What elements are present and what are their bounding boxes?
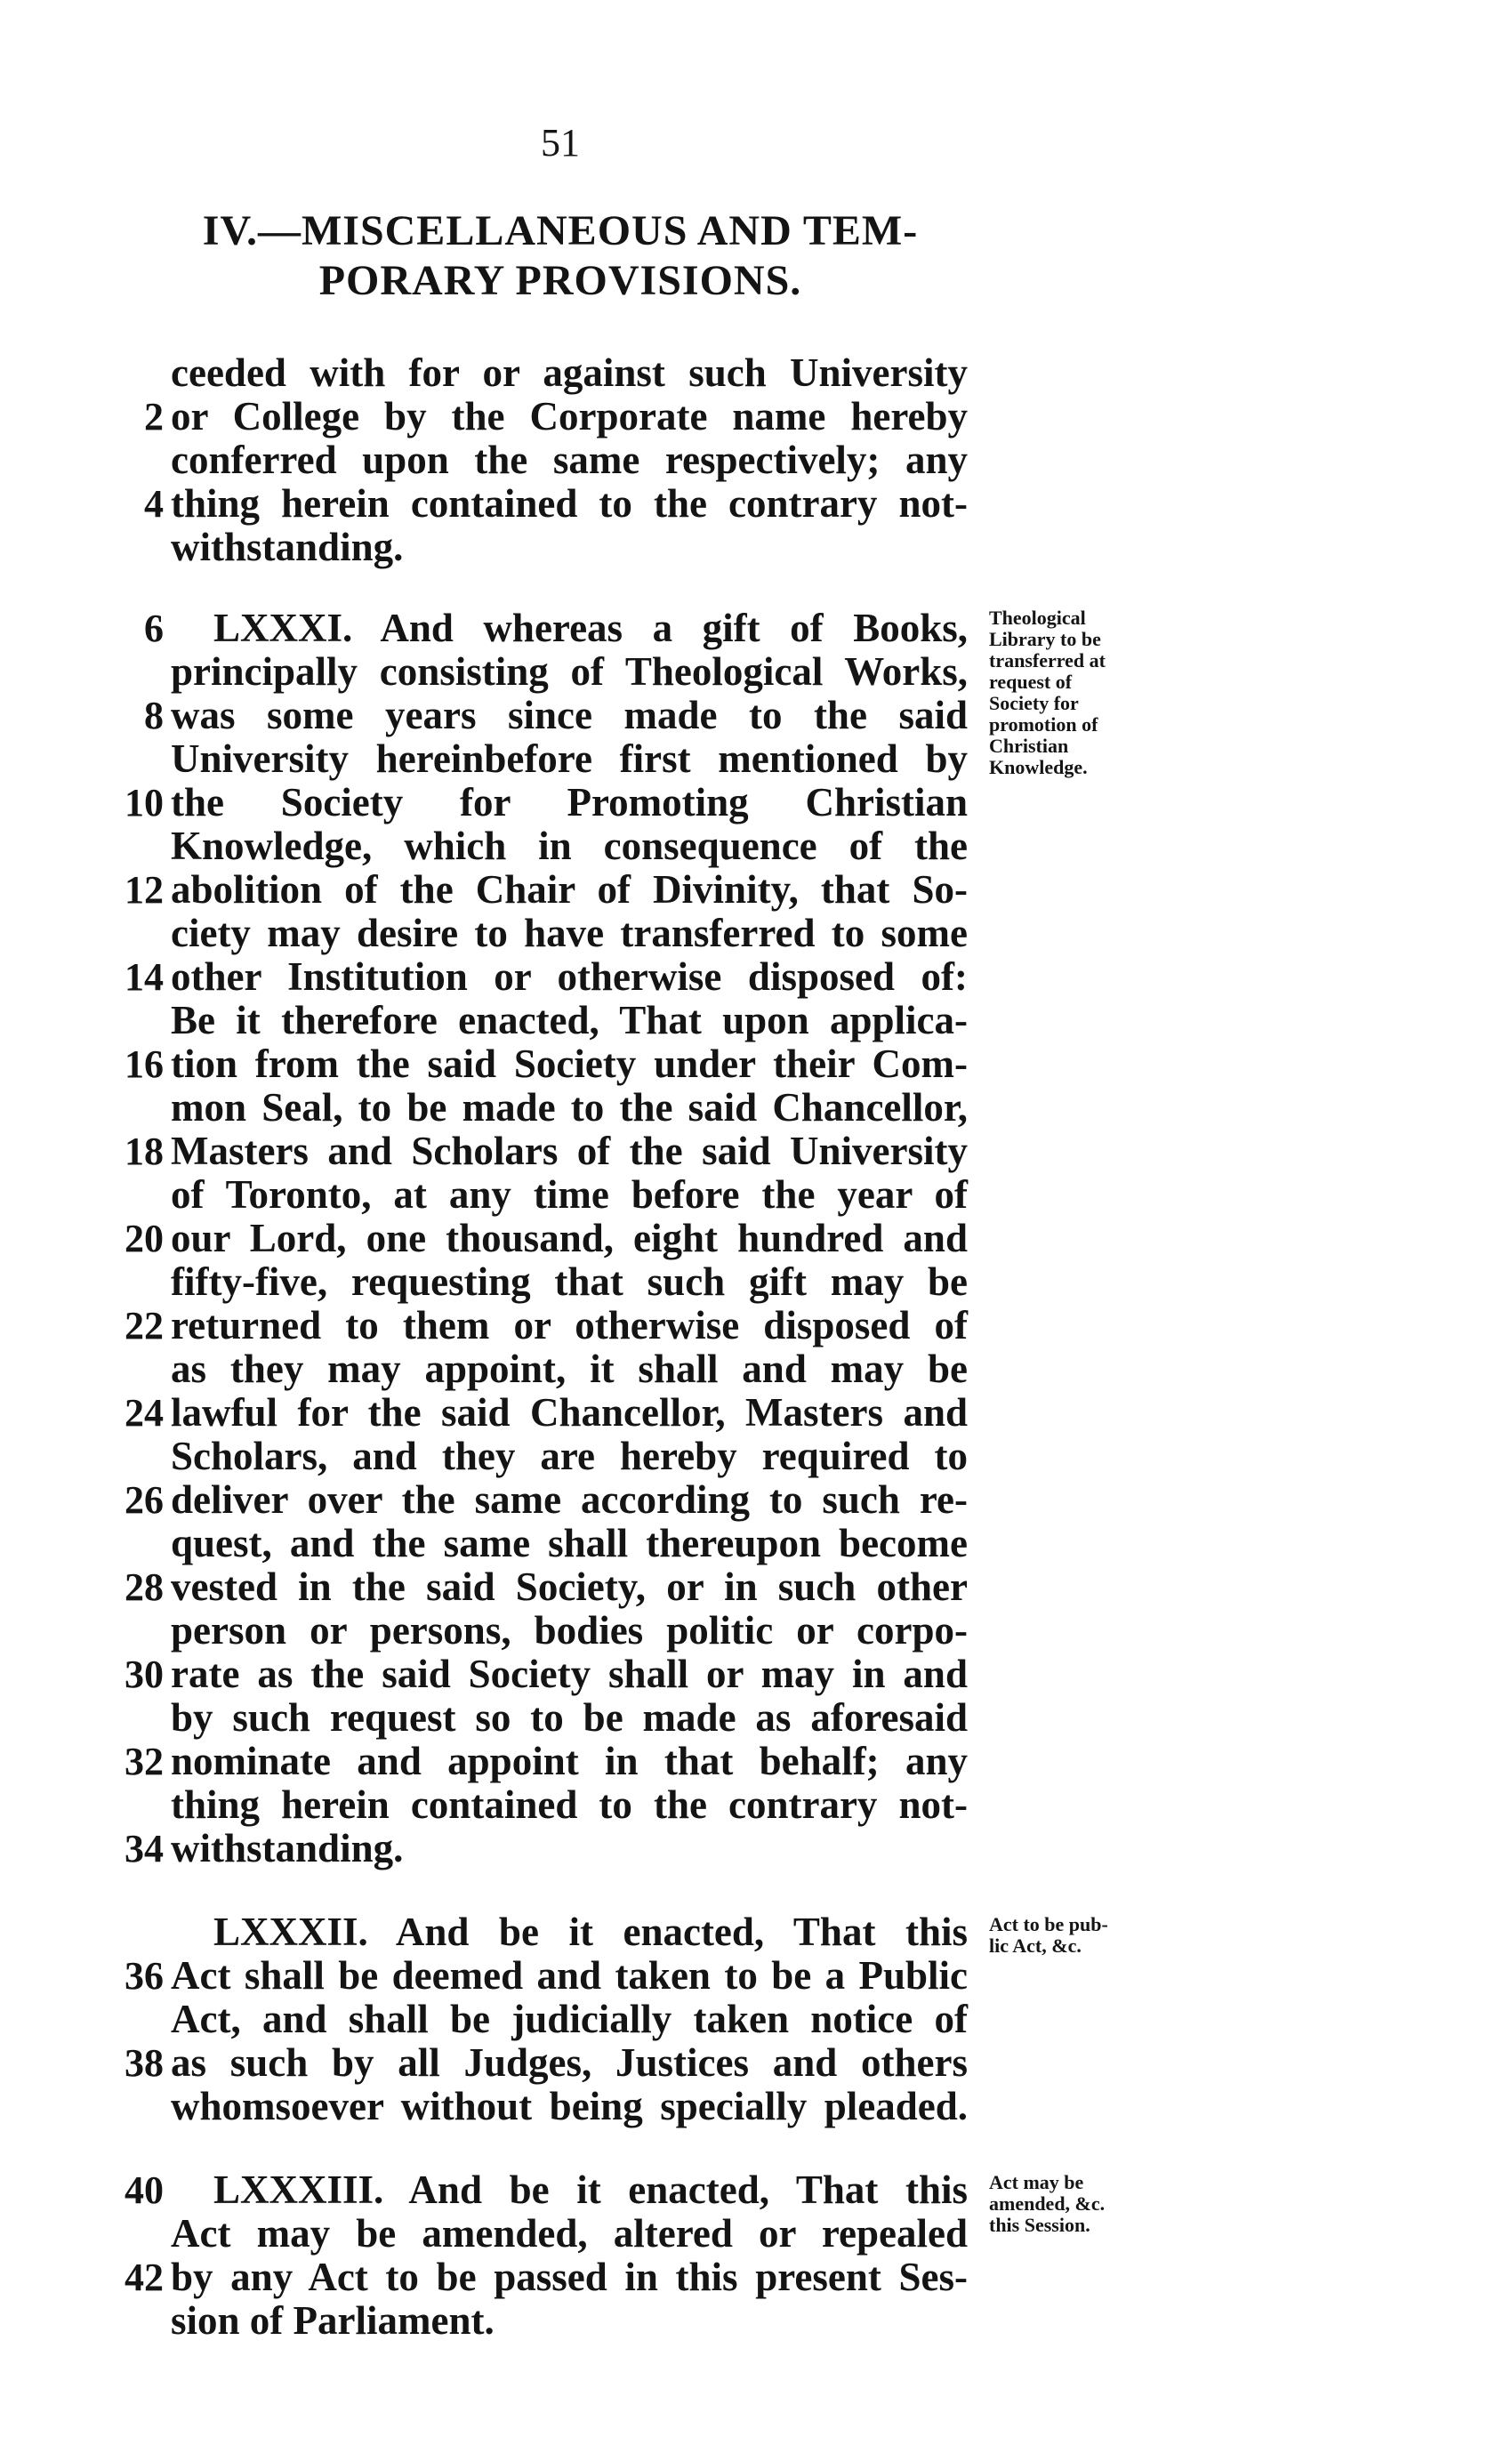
text-line: Act, and shall be judicially taken notice of [171, 1997, 968, 2041]
margin-note [989, 607, 1158, 778]
margin-note-line: request of [989, 671, 1073, 693]
line-number: 2 [144, 395, 164, 438]
margin-note-line: Act to be pub- [989, 1913, 1108, 1935]
text-line: withstanding. [171, 1826, 404, 1870]
text-line: by such request so to be made as aforesaid [171, 1695, 968, 1740]
line-number: 16 [125, 1042, 164, 1086]
text-line: our Lord, one thousand, eight hundred and [171, 1216, 968, 1260]
text-line: lawful for the said Chancellor, Masters and [171, 1390, 968, 1435]
line-number: 6 [144, 607, 164, 650]
section-heading-line-1: IV.—MISCELLANEOUS AND TEM- [202, 207, 919, 254]
line-number: 40 [125, 2168, 164, 2212]
text-line: of Toronto, at any time before the year of [171, 1172, 968, 1217]
text-line: abolition of the Chair of Divinity, that So- [171, 867, 968, 912]
margin-note-line: amended, &c. [989, 2192, 1106, 2215]
text-line: rate as the said Society shall or may in and [171, 1652, 968, 1696]
text-line: the Society for Promoting Christian [171, 780, 968, 824]
text-line: tion from the said Society under their Com- [171, 1042, 968, 1086]
text-line: returned to them or otherwise disposed of [171, 1303, 968, 1347]
text-line: LXXXII. And be it enacted, That this [213, 1910, 968, 1954]
text-line: whomsoever without being specially pleaded. [171, 2084, 968, 2128]
text-line: or College by the Corporate name hereby [171, 394, 968, 438]
line-number: 8 [144, 694, 164, 737]
line-number: 42 [125, 2256, 164, 2299]
text-line: mon Seal, to be made to the said Chancellor, [171, 1085, 968, 1130]
text-line: LXXXIII. And be it enacted, That this [213, 2168, 968, 2212]
text-line: by any Act to be passed in this present Ses- [171, 2255, 968, 2299]
margin-note-line: transferred at [989, 649, 1106, 672]
text-line: was some years since made to the said [171, 693, 968, 737]
section-heading-line-2: PORARY PROVISIONS. [318, 257, 802, 304]
section-heading [107, 206, 1014, 306]
text-line: Be it therefore enacted, That upon applica- [171, 998, 968, 1042]
text-line: principally consisting of Theological Works, [171, 649, 968, 694]
line-number: 30 [125, 1653, 164, 1696]
text-line: fifty-five, requesting that such gift may be [171, 1259, 968, 1304]
line-number: 28 [125, 1565, 164, 1609]
text-line: Knowledge, which in consequence of the [171, 824, 968, 868]
text-line: conferred upon the same respectively; any [171, 438, 968, 482]
margin-note-line: Christian [989, 735, 1069, 757]
margin-note-line: this Session. [989, 2214, 1090, 2236]
text-line: ciety may desire to have transferred to some [171, 911, 968, 955]
line-number: 32 [125, 1740, 164, 1783]
margin-note-line: Society for [989, 692, 1079, 714]
text-line: University hereinbefore first mentioned by [171, 736, 968, 781]
line-number: 20 [125, 1217, 164, 1260]
text-line: quest, and the same shall thereupon become [171, 1521, 968, 1565]
text-line: sion of Parliament. [171, 2298, 495, 2343]
text-line: Masters and Scholars of the said University [171, 1129, 968, 1173]
margin-note [989, 2172, 1158, 2236]
text-line: vested in the said Society, or in such other [171, 1564, 968, 1609]
text-line: other Institution or otherwise disposed of: [171, 954, 968, 999]
text-line: as they may appoint, it shall and may be [171, 1347, 968, 1391]
text-line: ceeded with for or against such University [171, 350, 968, 395]
text-line: thing herein contained to the contrary not- [171, 481, 968, 526]
margin-note-line: promotion of [989, 713, 1098, 736]
text-line: as such by all Judges, Justices and others [171, 2040, 968, 2085]
text-line: Scholars, and they are hereby required to [171, 1434, 968, 1478]
margin-note-line: Act may be [989, 2171, 1084, 2193]
text-line: LXXXI. And whereas a gift of Books, [213, 606, 968, 650]
margin-note-line: Knowledge. [989, 756, 1088, 778]
text-line: thing herein contained to the contrary not- [171, 1782, 968, 1827]
text-line: person or persons, bodies politic or corpo- [171, 1608, 968, 1653]
text-line: deliver over the same according to such re- [171, 1477, 968, 1522]
line-number: 12 [125, 868, 164, 912]
text-line: withstanding. [171, 525, 404, 569]
margin-note-line: Theological [989, 607, 1086, 629]
line-number: 14 [125, 955, 164, 999]
margin-note [989, 1914, 1158, 1957]
text-line: Act shall be deemed and taken to be a Public [171, 1953, 968, 1998]
line-number: 22 [125, 1304, 164, 1347]
page-number: 51 [541, 121, 580, 165]
line-number: 10 [125, 781, 164, 824]
line-number: 24 [125, 1391, 164, 1435]
margin-note-line: Library to be [989, 628, 1101, 650]
line-number: 26 [125, 1478, 164, 1522]
line-number: 36 [125, 1954, 164, 1998]
margin-note-line: lic Act, &c. [989, 1934, 1082, 1957]
text-line: Act may be amended, altered or repealed [171, 2211, 968, 2256]
line-number: 38 [125, 2041, 164, 2085]
line-number: 4 [144, 482, 164, 526]
text-line: nominate and appoint in that behalf; any [171, 1739, 968, 1783]
line-number: 18 [125, 1130, 164, 1173]
line-number: 34 [125, 1827, 164, 1870]
